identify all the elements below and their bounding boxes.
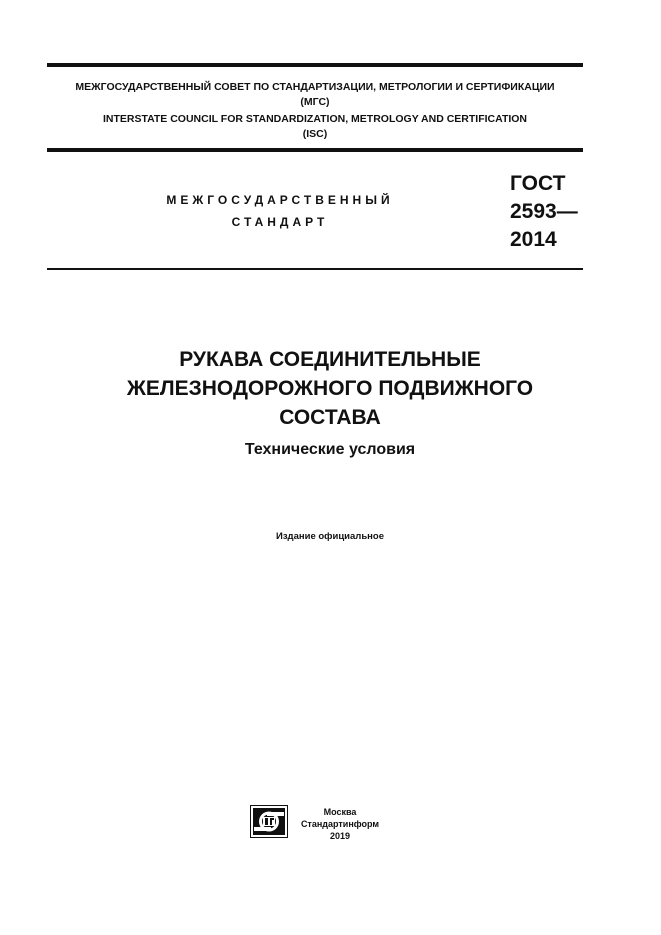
interstate-standard-label <box>160 189 400 233</box>
org-name-en-text: INTERSTATE COUNCIL FOR STANDARDIZATION, METROLOGY AND CERTIFICATION <box>102 113 528 125</box>
header-bottom-rule <box>47 148 583 152</box>
org-name-ru <box>47 80 583 110</box>
publisher-year: 2019 <box>329 831 351 841</box>
gost-designation <box>510 170 590 254</box>
document-subtitle: Технические условия <box>244 441 416 458</box>
title-line-1: РУКАВА СОЕДИНИТЕЛЬНЫЕ <box>179 348 481 371</box>
gost-year: 2014 <box>510 228 557 251</box>
designation-bottom-rule <box>47 268 583 270</box>
interstate-line1: МЕЖГОСУДАРСТВЕННЫЙ <box>166 193 394 207</box>
document-title <box>40 345 620 432</box>
gost-number: 2593— <box>510 200 578 223</box>
publisher-city: Москва <box>323 807 357 817</box>
standartinform-logo-icon <box>250 805 288 838</box>
org-name-en <box>47 112 583 142</box>
edition-note: Издание официальное <box>276 531 384 542</box>
title-line-3: СОСТАВА <box>279 406 381 429</box>
gost-label: ГОСТ <box>510 172 566 195</box>
publisher-name: Стандартинформ <box>300 819 380 829</box>
title-line-2: ЖЕЛЕЗНОДОРОЖНОГО ПОДВИЖНОГО <box>126 377 534 400</box>
org-name-en-abbr: (ISC) <box>302 128 328 140</box>
publisher-block <box>292 806 388 842</box>
org-name-ru-text: МЕЖГОСУДАРСТВЕННЫЙ СОВЕТ ПО СТАНДАРТИЗАЦИИ, МЕТРОЛОГИИ И СЕРТИФИКАЦИИ <box>75 81 555 93</box>
org-name-ru-abbr: (МГС) <box>300 96 330 108</box>
interstate-line2: СТАНДАРТ <box>231 215 329 229</box>
top-rule <box>47 63 583 67</box>
